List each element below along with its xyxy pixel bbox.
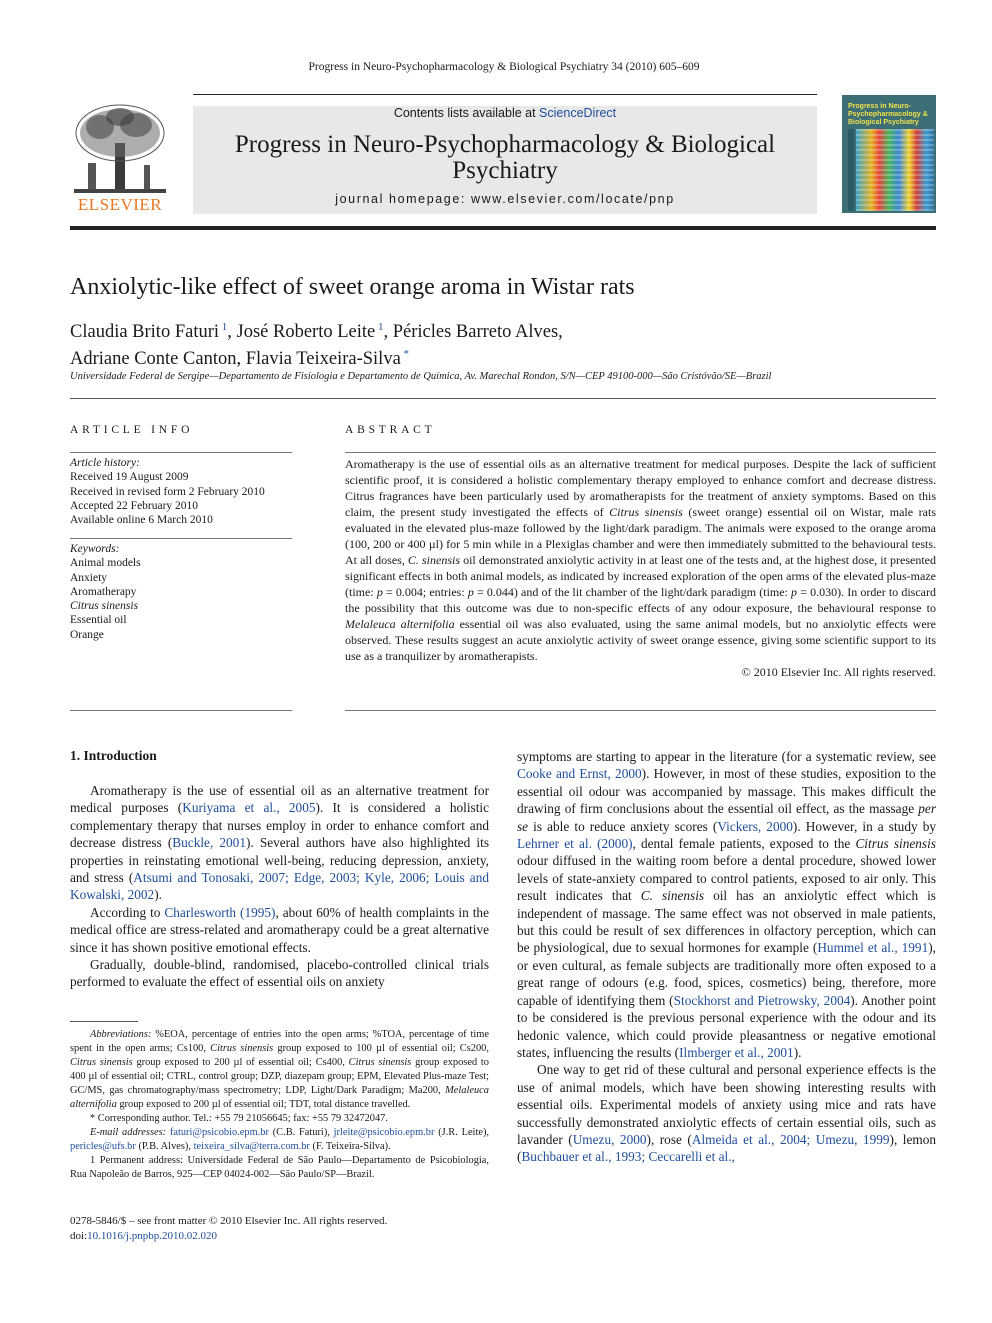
contents-prefix: Contents lists available at: [393, 106, 540, 120]
journal-homepage[interactable]: journal homepage: www.elsevier.com/locate/pnp: [335, 192, 675, 206]
citation-link[interactable]: Umezu, 2000: [572, 1131, 647, 1147]
text-run: One way to get rid of these cultural and personal experience effects is the use of animal models, which have been showing interesting results with essential oils. Experimental models of anxiety using mice and rats have successfully demonstrated anxiolytic effects of certain essential oils, such as lavander (: [517, 1062, 936, 1147]
text-run: Gradually, double-blind, randomised, placebo-controlled clinical trials performed to evaluate the effect of essential oils on anxiety: [70, 957, 489, 990]
italic-text: per se: [517, 801, 936, 834]
italic-text: E-mail addresses:: [90, 1127, 167, 1138]
italic-text: Melaleuca alternifolia: [70, 1085, 489, 1110]
elsevier-logo[interactable]: [70, 103, 170, 215]
intro-left-column: [70, 782, 489, 991]
journal-cover[interactable]: [842, 95, 936, 213]
contents-line: [193, 106, 817, 120]
history-item: Received 19 August 2009: [70, 471, 189, 484]
text-run: symptoms are starting to appear in the literature (for a systematic review, see: [517, 749, 936, 764]
keyword-item: Aromatherapy: [70, 585, 137, 598]
text-run: ). However, in most of these studies, exposition to the essential oil odour was accompanied by massage. This makes difficult the drawing of firm conclusions about the essential oil effect, as the massage: [517, 766, 937, 817]
text-run: ). It is considered a holistic complementary therapy that nurses employ in order to enhance comfort and decrease distress (: [70, 800, 490, 851]
text-run: ). However, in a study by: [792, 818, 937, 834]
author-name: Claudia Brito Faturi: [70, 322, 220, 343]
footnote: [70, 1126, 489, 1154]
authors-line-2: Adriane Conte Canton, Flavia Teixeira-Silva *: [70, 348, 410, 370]
abstract-text: [345, 456, 936, 680]
article-history: [70, 456, 292, 527]
citation-link[interactable]: pericles@ufs.br: [70, 1141, 136, 1152]
history-item: Available online 6 March 2010: [70, 514, 213, 527]
text-run: , dental female patients, exposed to the: [632, 836, 856, 852]
text-run: ), lemon (: [517, 1131, 937, 1165]
text-run: ).: [154, 887, 162, 903]
front-matter-note: [70, 1214, 387, 1243]
citation-link[interactable]: Ilmberger et al., 2001: [679, 1044, 794, 1060]
doi-line: [70, 1229, 387, 1244]
text-run: ), or even cultural, as female subjects are traditionally more often exposed to a great range of odours (e.g. food, spices, cosmetics) being, therefore, more capable of identifying them (: [517, 940, 936, 1008]
text-run: ).: [793, 1044, 802, 1060]
affiliation: Universidade Federal de Sergipe—Departamento de Fisiologia e Departamento de Química, Av. Marechal Rondon, S/N—CEP 49100-000—São Cristóvão/SE—Brazil: [70, 371, 772, 382]
article-info-end-rule: [70, 710, 292, 711]
citation-link[interactable]: jrleite@psicobio.epm.br: [333, 1127, 435, 1138]
citation-link[interactable]: Lehrner et al. (2000): [517, 836, 633, 852]
footnote: [70, 1028, 489, 1112]
history-item: Received in revised form 2 February 2010: [70, 485, 265, 498]
article-info-heading: ARTICLE INFO: [70, 424, 194, 436]
italic-text: Citrus sinensis: [855, 836, 936, 852]
abstract-rule: [345, 452, 936, 453]
author-list: [70, 316, 770, 370]
keywords-list: [70, 556, 292, 642]
citation-link[interactable]: Cooke and Ernst, 2000: [517, 766, 642, 782]
history-item: Accepted 22 February 2010: [70, 499, 199, 512]
publisher-name: ELSEVIER: [77, 195, 163, 214]
footnote: [70, 1112, 489, 1126]
tree-icon: [70, 103, 170, 195]
cover-image-stripes: [856, 129, 934, 211]
author-name: José Roberto Leite: [236, 322, 376, 343]
article-title: Anxiolytic-like effect of sweet orange aroma in Wistar rats: [70, 274, 635, 300]
keyword-item: Animal models: [70, 557, 141, 570]
text-run: oil has an anxiolytic effect which is independent of massage. The same effect was not observed in male patients, but this could be result of sex differences in olfactory perception, which can be physiological, due to sexual hormones for example (: [517, 888, 936, 956]
italic-text: p: [376, 585, 383, 599]
journal-title: Progress in Neuro-Psychopharmacology & Biological Psychiatry: [234, 131, 776, 184]
text-run: essential oil was also evaluated, using the same animal models, but no anxiolytic effects were observed. These results suggest an acute anxiolytic activity of sweet orange essence, giving some scientific support to its use as a tranquilizer by aromatherapists.: [345, 617, 936, 663]
author-name: Péricles Barreto Alves,: [392, 322, 563, 343]
keyword-item: Orange: [70, 628, 104, 641]
abstract-end-rule: [345, 710, 936, 711]
author-name: Adriane Conte Canton: [70, 349, 237, 370]
text-run: group exposed to 200 µl of essential oil; TDT, total distance travelled.: [116, 1099, 411, 1110]
citation-link[interactable]: Vickers, 2000: [717, 818, 793, 834]
sciencedirect-link[interactable]: ScienceDirect: [539, 106, 617, 120]
italic-text: p: [467, 585, 474, 599]
keyword-item: Citrus sinensis: [70, 600, 139, 613]
citation-link[interactable]: faturi@psicobio.epm.br: [169, 1127, 269, 1138]
copyright-line: 0278-5846/$ – see front matter © 2010 Elsevier Inc. All rights reserved.: [70, 1215, 388, 1227]
text-run: odour diffused in the waiting room before a dental procedure, showed lower levels of state-anxiety compared to control patients, exposed to air only. This result indicates that: [517, 853, 936, 904]
text-run: = 0.044) and of the lit chamber of the light/dark paradigm (time:: [473, 585, 792, 599]
header-top-rule: [193, 94, 817, 95]
italic-text: C. sinensis: [640, 888, 705, 904]
author-mark[interactable]: *: [400, 348, 410, 361]
footnote: [70, 1154, 489, 1182]
author-name: Flavia Teixeira-Silva: [245, 349, 401, 370]
doi-link[interactable]: 10.1016/j.pnpbp.2010.02.020: [87, 1229, 217, 1242]
citation-link[interactable]: Buckle, 2001: [172, 835, 246, 851]
text-run: group exposed to 400 µl of essential oil; CTRL, control group; DZP, diazepam group; EPM, Elevated Plus-maze Test; GC/MS, gas chromatography/mass spectrometry; LDP, Light/Dark Paradigm; Ma200,: [70, 1057, 489, 1096]
text-run: oil demonstrated anxiolytic activity in at least one of the tests and, at the highest dose, it presented significant effects in both animal models, as indicated by increased exploration of the open arms of the elevated plus-maze (time:: [345, 553, 936, 599]
text-run: is able to reduce anxiety scores (: [528, 818, 718, 834]
paragraph: [517, 1061, 936, 1165]
text-run: (J.R. Leite),: [434, 1127, 490, 1138]
running-head: Progress in Neuro-Psychopharmacology & Biological Psychiatry 34 (2010) 605–609: [308, 61, 700, 73]
author-mark[interactable]: 1: [219, 321, 228, 333]
italic-text: Citrus sinensis: [348, 1057, 412, 1068]
history-label: Article history:: [70, 457, 140, 469]
citation-link[interactable]: Almeida et al., 2004; Umezu, 1999: [691, 1131, 890, 1147]
citation-link[interactable]: Buchbauer et al., 1993; Ceccarelli et al.,: [521, 1149, 735, 1165]
paragraph: [517, 748, 936, 1061]
citation-link[interactable]: Charlesworth (1995): [164, 904, 276, 920]
text-run: group exposed to 100 µl of essential oil; Cs200,: [273, 1043, 489, 1054]
citation-link[interactable]: Kuriyama et al., 2005: [182, 800, 316, 816]
text-run: ). Several authors have also highlighted its properties in reinstating emotional well-being, reducing depression, anxiety, and stress (: [70, 835, 489, 886]
italic-text: C. sinensis: [407, 553, 460, 567]
author-mark[interactable]: 1: [375, 321, 384, 333]
intro-right-column: [517, 748, 936, 1166]
italic-text: Citrus sinensis: [609, 505, 683, 519]
italic-text: Citrus sinensis: [210, 1043, 274, 1054]
history-list: [70, 470, 292, 527]
citation-link[interactable]: teixeira_silva@terra.com.br: [193, 1141, 310, 1152]
article-info-rule: [70, 452, 292, 453]
cover-side-bar: [848, 129, 854, 211]
text-run: = 0.004; entries:: [382, 585, 468, 599]
citation-link[interactable]: Hummel et al., 1991: [817, 940, 929, 956]
authors-line-1: Claudia Brito Faturi $^1$, José Roberto Leite $^1$, Péricles Barreto Alves,: [70, 321, 563, 343]
italic-text: Citrus sinensis: [70, 1057, 133, 1068]
text-run: ), rose (: [646, 1131, 692, 1147]
citation-link[interactable]: Stockhorst and Pietrowsky, 2004: [673, 992, 851, 1008]
keywords-label: Keywords:: [70, 543, 120, 555]
keywords-rule: [70, 538, 292, 539]
text-run: (F. Teixeira-Silva).: [309, 1141, 391, 1152]
cover-title: Progress in Neuro-Psychopharmacology & Biological Psychiatry: [848, 103, 928, 126]
paragraph: [70, 904, 489, 956]
text-run: 1 Permanent address: Universidade Federal de São Paulo—Departamento de Psicobiologia, Rua Napoleão de Barros, 925—CEP 04024-002—São Paulo/SP—Brazil.: [70, 1155, 489, 1180]
paragraph: [70, 782, 489, 904]
text-run: (C.B. Faturi),: [268, 1127, 334, 1138]
text-run: , about 60% of health complaints in the medical office are stress-related and aromatherapy could be a great alternative since it has shown positive emotional effects.: [70, 904, 489, 955]
keyword-item: Essential oil: [70, 614, 127, 627]
journal-banner: [193, 106, 817, 214]
abstract-heading: ABSTRACT: [345, 424, 436, 436]
keyword-item: Anxiety: [70, 571, 108, 584]
text-run: group exposed to 200 µl of essential oil; Cs400,: [132, 1057, 349, 1068]
section-heading-introduction: 1. Introduction: [70, 748, 157, 763]
text-run: Aromatherapy is the use of essential oil as an alternative treatment for medical purposes (: [70, 783, 489, 816]
text-run: ). Another point to be considered is the previous personal experience with the odour and its hedonic valence, which could provide pleasantness or negative emotional states, influencing the results (: [517, 992, 936, 1060]
footnote-rule: [70, 1021, 138, 1022]
text-run: According to: [90, 904, 165, 920]
text-run: (sweet orange) essential oil on Wistar, male rats evaluated in the elevated plus-maze followed by the light/dark paradigm. The animals were exposed to the orange aroma (100, 200 or 400 µl) for 5 min while in a Plexiglas chamber and were then immediately submitted to the behavioural tests. At all doses,: [345, 505, 937, 567]
text-run: = 0.030). In order to discard the possibility that this outcome was due to non-specific effects of any odour exposure, the behavioural response to: [345, 585, 936, 615]
text-run: Aromatherapy is the use of essential oils as an alternative treatment for medical purposes. Despite the lack of sufficient scientific proof, it is considered a holistic complementary therapy employed to enhance comfort and decrease distress. Citrus fragrances have been particularly used by aromatherapists for the treatment of anxiety symptoms. Based on this claim, the present study investigated the effects of: [345, 457, 936, 519]
text-run: (P.B. Alves),: [135, 1141, 194, 1152]
italic-text: p: [791, 585, 798, 599]
citation-link[interactable]: Atsumi and Tonosaki, 2007; Edge, 2003; Kyle, 2006; Louis and Kowalski, 2002: [70, 870, 489, 903]
italic-text: Melaleuca alternifolia: [345, 617, 455, 631]
paragraph: [70, 956, 489, 991]
header-bottom-rule: [70, 226, 936, 230]
abstract-body: [345, 456, 936, 664]
affiliation-rule: [70, 398, 936, 399]
doi-prefix: doi:: [70, 1229, 88, 1242]
text-run: * Corresponding author. Tel.: +55 79 21056645; fax: +55 79 32472047.: [90, 1113, 388, 1124]
italic-text: Abbreviations:: [90, 1029, 152, 1040]
keywords-block: [70, 542, 292, 642]
text-run: %EOA, percentage of entries into the open arms; %TOA, percentage of time spent in the open arms; Cs100,: [70, 1029, 489, 1054]
abstract-copyright: © 2010 Elsevier Inc. All rights reserved.: [741, 665, 936, 679]
footnotes: [70, 1028, 489, 1182]
